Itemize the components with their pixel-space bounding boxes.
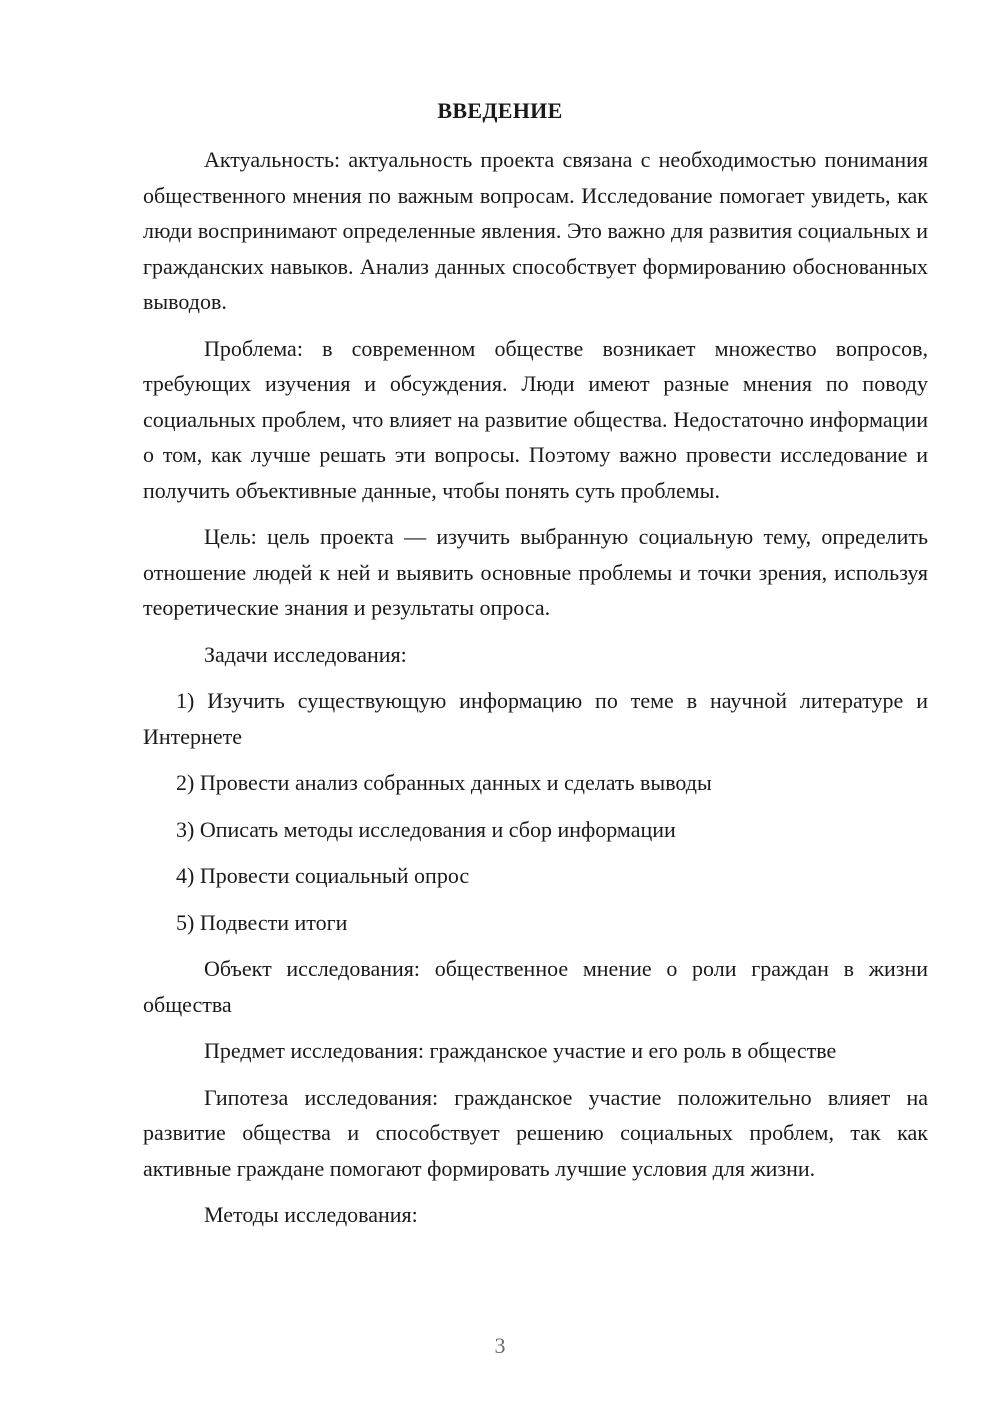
- paragraph-subject: Предмет исследования: гражданское участие и его роль в обществе: [204, 1038, 837, 1063]
- task-item-3: 3) Описать методы исследования и сбор информации: [176, 816, 676, 842]
- paragraph-tasks-heading: Задачи исследования:: [204, 641, 407, 667]
- document-body: [143, 142, 928, 1244]
- task-item-5: 5) Подвести итоги: [176, 909, 348, 935]
- task-item-4: 4) Провести социальный опрос: [176, 863, 470, 888]
- paragraph-goal: Цель: цель проекта — изучить выбранную социальную тему, определить отношение людей к ней и выявить основные проблемы и точки зрения, используя теоретические знания и результаты опроса.: [143, 524, 928, 620]
- page-title: ВВЕДЕНИЕ: [437, 98, 563, 123]
- paragraph-relevance: Актуальность: актуальность проекта связана с необходимостью понимания общественного мнения по важным вопросам. Исследование помогает увидеть, как люди воспринимают определенные явления. Это важно для развития социальных и гражданских навыков. Анализ данных способствует формированию обоснованных выводов.: [143, 147, 928, 314]
- paragraph-object: Объект исследования: общественное мнение о роли граждан в жизни общества: [143, 956, 928, 1017]
- paragraph-hypothesis: Гипотеза исследования: гражданское участие положительно влияет на развитие общества и способствует решению социальных проблем, так как активные граждане помогают формировать лучшие условия для жизни.: [143, 1084, 928, 1181]
- page-number: 3: [494, 1333, 506, 1358]
- paragraph-problem: Проблема: в современном обществе возникает множество вопросов, требующих изучения и обсуждения. Люди имеют разные мнения по поводу социальных проблем, что влияет на развитие общества. Недостаточно информации о том, как лучше решать эти вопросы. Поэтому важно провести исследование и получить объективные данные, чтобы понять суть проблемы.: [143, 335, 928, 503]
- paragraph-methods: Методы исследования:: [204, 1202, 418, 1227]
- task-item-2: 2) Провести анализ собранных данных и сделать выводы: [176, 770, 712, 795]
- task-item-1: 1) Изучить существующую информацию по теме в научной литературе и Интернете: [143, 688, 928, 749]
